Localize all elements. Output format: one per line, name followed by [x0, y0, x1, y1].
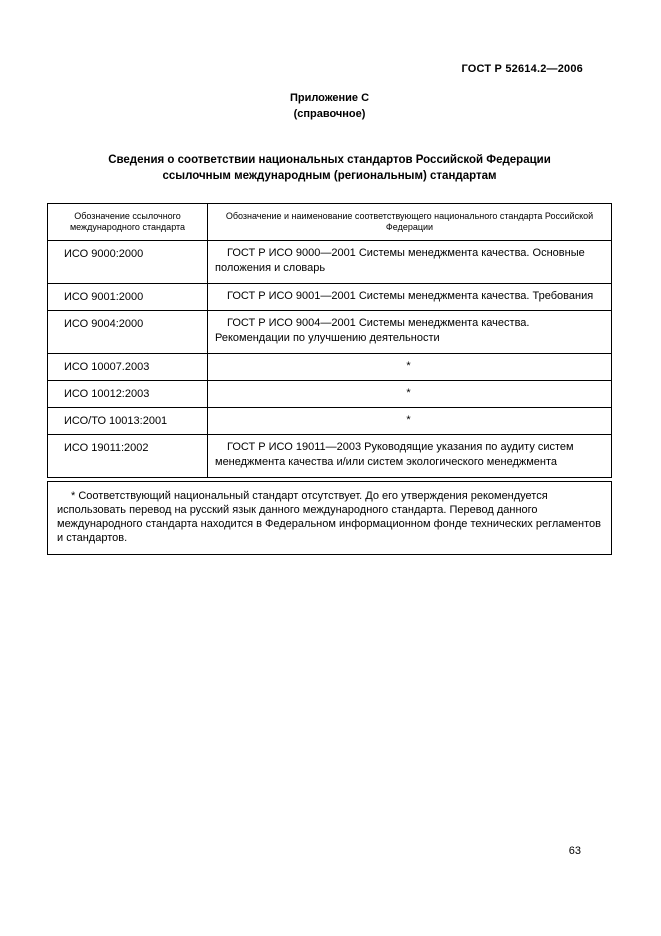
table-row: [48, 381, 612, 408]
table-row: [48, 354, 612, 381]
table-row: [48, 311, 612, 354]
page-number: 63: [568, 845, 581, 857]
national-standard-cell: ГОСТ Р ИСО 9004—2001 Системы менеджмента качества. Рекомендации по улучшению деятельности: [208, 311, 612, 354]
section-title: [47, 152, 612, 184]
section-title-line-2: ссылочным международным (региональным) стандартам: [162, 170, 497, 182]
intl-standard-cell: ИСО/ТО 10013:2001: [48, 408, 208, 435]
national-standard-cell: ГОСТ Р ИСО 9001—2001 Системы менеджмента качества. Требования: [208, 284, 612, 311]
table-header-row: [48, 204, 612, 241]
header-national-standard: Обозначение и наименование соответствующего национального стандарта Российской Федерации: [208, 204, 612, 241]
intl-standard-cell: ИСО 19011:2002: [48, 435, 208, 478]
document-number: ГОСТ Р 52614.2—2006: [461, 63, 583, 75]
national-standard-cell: *: [208, 354, 612, 381]
appendix-label: Приложение С: [289, 92, 370, 104]
table-row: [48, 408, 612, 435]
footnote-box: [47, 481, 612, 555]
table-row: [48, 435, 612, 478]
national-standard-cell: ГОСТ Р ИСО 19011—2003 Руководящие указания по аудиту систем менеджмента качества и/или систем экологического менеджмента: [208, 435, 612, 478]
section-title-line-1: Сведения о соответствии национальных стандартов Российской Федерации: [108, 154, 551, 166]
footnote-text: * Соответствующий национальный стандарт отсутствует. До его утверждения рекомендуется использовать перевод на русский язык данного международного стандарта. Перевод данного международного стандарта находится в Федеральном информационном фонде технических регламентов и стандартов.: [57, 490, 602, 544]
national-standard-cell: *: [208, 408, 612, 435]
appendix-type: (справочное): [293, 108, 366, 120]
national-standard-cell: *: [208, 381, 612, 408]
intl-standard-cell: ИСО 10012:2003: [48, 381, 208, 408]
intl-standard-cell: ИСО 9001:2000: [48, 284, 208, 311]
standards-table: [47, 203, 612, 478]
appendix-heading: [47, 90, 612, 122]
national-standard-cell: ГОСТ Р ИСО 9000—2001 Системы менеджмента качества. Основные положения и словарь: [208, 241, 612, 284]
content-area: [47, 203, 612, 555]
intl-standard-cell: ИСО 9004:2000: [48, 311, 208, 354]
intl-standard-cell: ИСО 10007.2003: [48, 354, 208, 381]
table-row: [48, 284, 612, 311]
table-row: [48, 241, 612, 284]
header-intl-standard: Обозначение ссылочного международного стандарта: [48, 204, 208, 241]
intl-standard-cell: ИСО 9000:2000: [48, 241, 208, 284]
